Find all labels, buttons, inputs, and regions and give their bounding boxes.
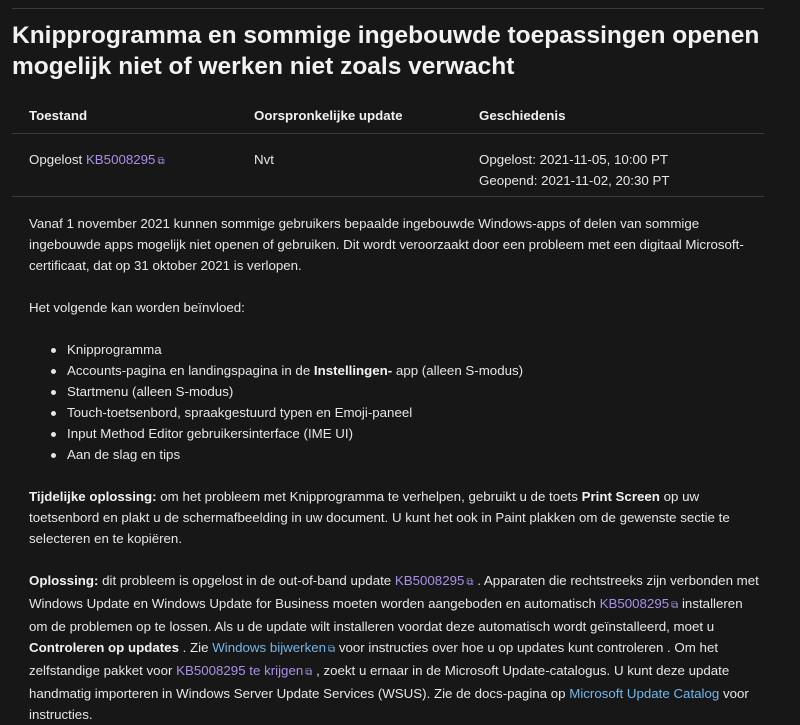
list-item: Accounts-pagina en landingspagina in de Instellingen- app (alleen S-modus) [67, 360, 759, 381]
status-kb-link[interactable]: KB5008295 ⧉ [85, 152, 165, 167]
list-item: Aan de slag en tips [67, 444, 759, 465]
external-link-icon: ⧉ [466, 577, 474, 588]
affected-intro: Het volgende kan worden beïnvloed: [29, 300, 245, 315]
status-cell [29, 149, 165, 172]
status-text: Opgelost [29, 152, 83, 167]
external-link-icon: ⧉ [671, 600, 679, 611]
status-table [12, 95, 764, 197]
check-updates-text: Controleren op updates [29, 640, 179, 655]
workaround-label: Tijdelijke oplossing: [29, 489, 157, 504]
kb-standalone-link[interactable]: KB5008295 te krijgen ⧉ [176, 663, 313, 678]
page-title: Knipprogramma en sommige ingebouwde toepassingen openen mogelijk niet of werken niet zoals verwacht [12, 22, 760, 80]
kb-link-1[interactable]: KB5008295 ⧉ [394, 573, 474, 588]
article-body [29, 213, 759, 725]
kb-link-2[interactable]: KB5008295 ⧉ [599, 596, 679, 611]
external-link-icon: ⧉ [157, 156, 165, 167]
table-row [12, 134, 764, 197]
windows-update-link[interactable]: Windows bijwerken ⧉ [212, 640, 336, 655]
intro-paragraph: Vanaf 1 november 2021 kunnen sommige gebruikers bepaalde ingebouwde Windows-apps of delen van sommige ingebouwde apps mogelijk niet openen of gebruiken. Dit wordt veroorzaakt door een probleem met een digitaal Microsoft-certificaat, dat op 31 oktober 2021 is verlopen. [29, 216, 744, 273]
table-header-row [12, 95, 764, 134]
resolution-paragraph: Oplossing: dit probleem is opgelost in de out-of-band update KB5008295 ⧉ . Apparaten die rechtstreeks zijn verbonden met Windows Update en Windows Update for Business moeten worden aangeboden en automatisch KB5008295 ⧉ installeren om de problemen op te lossen. Als u de update wilt installeren voordat deze automatisch wordt geïnstalleerd, moet u Controleren op updates . Zie Windows bijwerken ⧉ voor instructies over hoe u op updates kunt controleren . Om het zelfstandige pakket voor KB5008295 te krijgen ⧉ , zoekt u ernaar in de Microsoft Update-catalogus. U kunt deze update handmatig importeren in Windows Server Update Services (WSUS). Zie de docs-pagina op Microsoft Update Catalog voor instructies. [29, 573, 759, 722]
list-item: Knipprogramma [67, 339, 759, 360]
resolution-label: Oplossing: [29, 573, 99, 588]
list-item: Touch-toetsenbord, spraakgestuurd typen en Emoji-paneel [67, 402, 759, 423]
top-divider [12, 8, 764, 9]
header-original-update: Oorspronkelijke update [254, 108, 403, 123]
history-resolved: Opgelost: 2021-11-05, 10:00 PT [479, 152, 668, 167]
update-catalog-link[interactable]: Microsoft Update Catalog [569, 686, 720, 701]
external-link-icon: ⧉ [328, 644, 336, 655]
history-cell [479, 149, 669, 191]
external-link-icon: ⧉ [305, 667, 313, 678]
list-item: Input Method Editor gebruikersinterface (IME UI) [67, 423, 759, 444]
header-status: Toestand [29, 108, 88, 123]
workaround-paragraph: Tijdelijke oplossing: om het probleem met Knipprogramma te verhelpen, gebruikt u de toets Print Screen op uw toetsenbord en plakt u de schermafbeelding in uw document. U kunt het ook in Paint plakken om de gewenste sectie te selecteren en te kopiëren. [29, 489, 730, 546]
print-screen-key: Print Screen [581, 489, 660, 504]
history-opened: Geopend: 2021-11-02, 20:30 PT [479, 173, 670, 188]
affected-list [29, 339, 759, 465]
list-item: Startmenu (alleen S-modus) [67, 381, 759, 402]
header-history: Geschiedenis [479, 108, 566, 123]
original-update-cell: Nvt [254, 152, 274, 167]
